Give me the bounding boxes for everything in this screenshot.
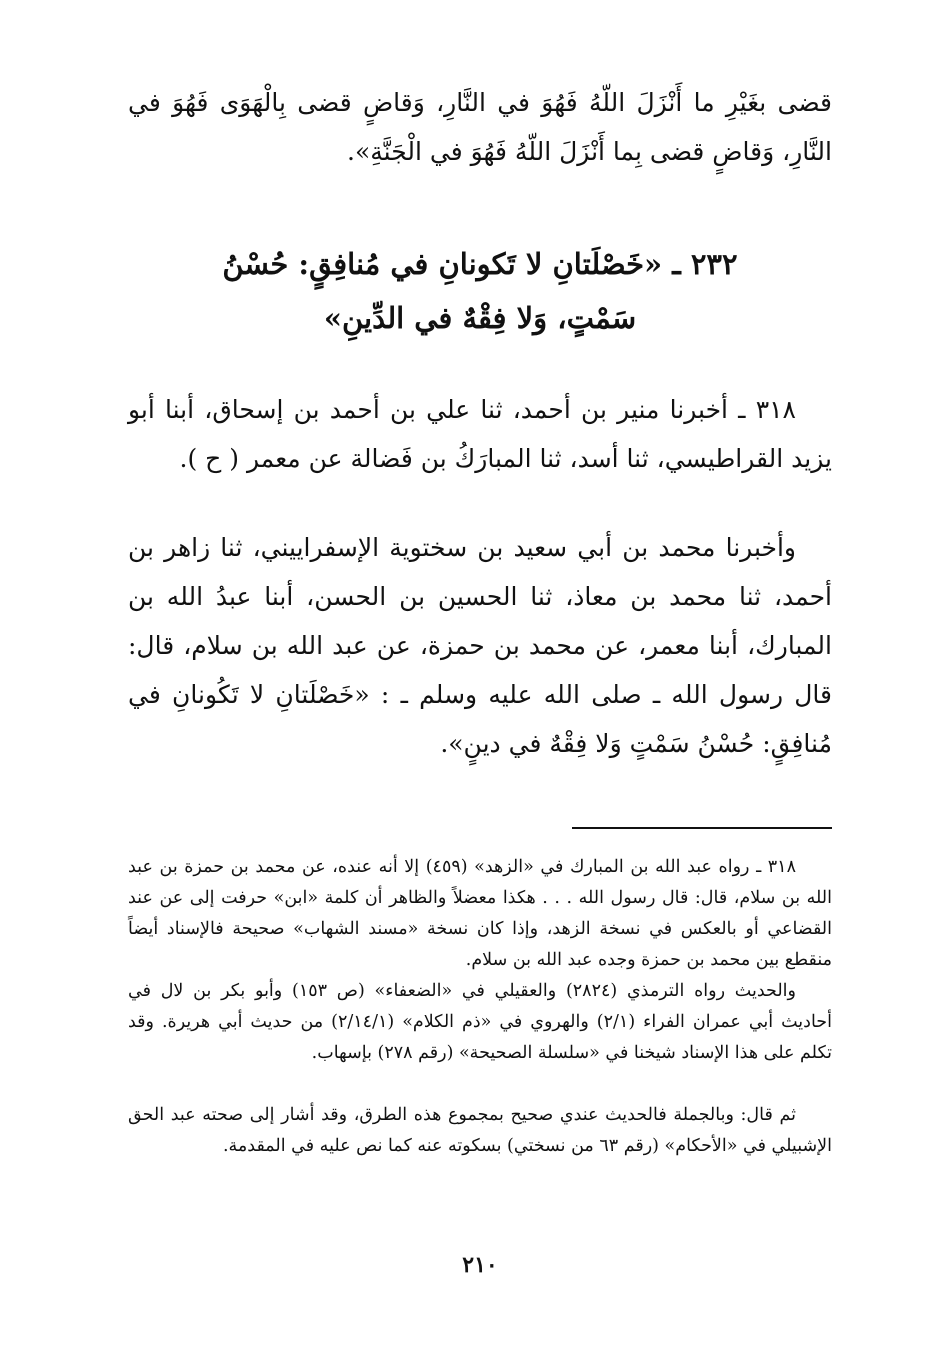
hadith-heading-line-2: سَمْتٍ، وَلا فِقْهٌ في الدِّينِ» xyxy=(323,301,637,335)
hadith-heading-line-1: ٢٣٢ ـ «خَصْلَتانِ لا تَكونانِ في مُنافِقٍ: حُسْنُ xyxy=(222,247,738,281)
second-narration-paragraph: وأخبرنا محمد بن أبي سعيد بن سختوية الإسفراييني، ثنا زاهر بن أحمد، ثنا محمد بن معاذ، ثنا الحسين بن الحسن، أبنا عبدُ الله بن المبارك، أبنا معمر، عن محمد بن حمزة، عن عبد الله بن سلام، قال: قال رسول الله ـ صلى الله عليه وسلم ـ : «خَصْلَتانِ لا تَكُونانِ في مُنافِقٍ: حُسْنُ سَمْتٍ وَلا فِقْهٌ في دينٍ». xyxy=(128,533,832,758)
narration-318-paragraph: ٣١٨ ـ أخبرنا منير بن أحمد، ثنا علي بن أحمد بن إسحاق، أبنا أبو يزيد القراطيسي، ثنا أسد، ثنا المبارَكُ بن فَضالة عن معمر ( ح ). xyxy=(128,395,832,473)
footnote-1: ٣١٨ ـ رواه عبد الله بن المبارك في «الزهد» (٤٥٩) إلا أنه عنده، عن محمد بن حمزة بن عبد الله بن سلام، قال: قال رسول الله . . . هكذا معضلاً والظاهر أن كلمة «ابن» حرفت إلى عن عند القضاعي أو بالعكس في نسخة الزهد، وإذا كان نسخة «مسند الشهاب» صحيحة فالإسناد أيضاً منقطع بين محمد بن حمزة وجده عبد الله بن سلام. xyxy=(128,857,832,970)
footnote-separator xyxy=(572,827,832,829)
footnote-3: ثم قال: وبالجملة فالحديث عندي صحيح بمجموع هذه الطرق، وقد أشار إلى صحته عبد الحق الإشبيلي في «الأحكام» (رقم ٦٣ من نسختي) بسكوته عنه كما نص عليه في المقدمة. xyxy=(128,1105,832,1156)
footnote-2: والحديث رواه الترمذي (٢٨٢٤) والعقيلي في «الضعفاء» (ص ١٥٣) وأبو بكر بن لال في أحاديث أبي عمران الفراء (٢/١) والهروي في «ذم الكلام» (٢/١٤/١) من حديث أبي هريرة. وقد تكلم على هذا الإسناد شيخنا في «سلسلة الصحيحة» (رقم ٢٧٨) بإسهاب. xyxy=(128,981,832,1063)
page-number: ٢١٠ xyxy=(462,1252,498,1278)
continuation-paragraph: قضى بغَيْرِ ما أَنْزَلَ اللّهُ فَهُوَ في النَّارِ، وَقاضٍ قضى بِالْهَوَى فَهُوَ في النَّارِ، وَقاضٍ قضى بِما أَنْزَلَ اللّهُ فَهُوَ في الْجَنَّةِ». xyxy=(128,88,832,166)
document-page xyxy=(128,0,832,1370)
